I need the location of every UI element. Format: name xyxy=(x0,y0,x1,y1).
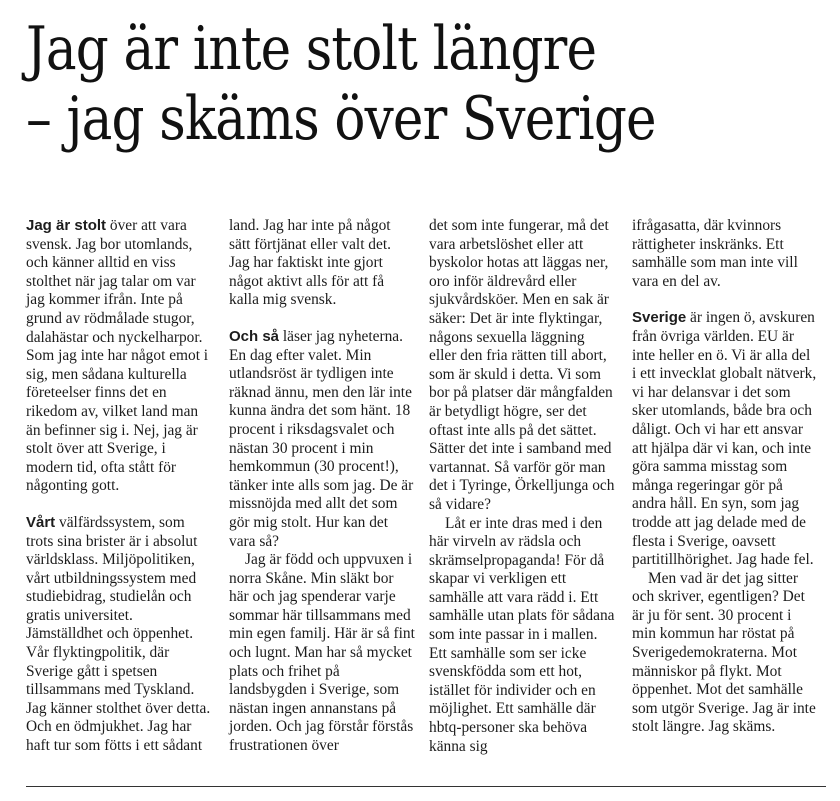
paragraph-text: land. Jag har inte på något sätt förtjänat eller valt det. Jag har faktiskt inte gjort något aktivt alls för att få kalla mig svensk. xyxy=(229,217,391,309)
lead-in: Sverige xyxy=(632,309,687,327)
paragraph-text: över att vara svensk. Jag bor utomlands, och känner alltid en viss stolthet när jag talar om var jag kommer ifrån. Inte på grund av rödmålade stugor, dalahästar och nyckelharpor. Som jag inte har något emot i sig, men sådana kulturella företeelser finns det en rikedom av, vilket land man än befinner sig i. Nej, jag är stolt över att Sverige, i modern tid, ofta stått för någonting gott. xyxy=(26,217,209,495)
paragraph xyxy=(429,217,615,515)
bottom-rule xyxy=(26,786,826,787)
headline xyxy=(26,14,714,154)
paragraph xyxy=(229,551,415,756)
paragraph-text: Låt er inte dras med i den här virveln av rädsla och skrämselpropaganda! För då skapar vi verkligen ett samhälle att vara rädd i. Ett samhälle utan plats för sådana som inte passar in i mallen. Ett samhälle som ser icke svenskfödda som ett hot, istället för individer och en möjlighet. Ett samhälle där hbtq-personer ska behöva känna sig xyxy=(429,514,615,755)
paragraph xyxy=(632,217,818,291)
paragraph xyxy=(429,515,615,757)
paragraph-text: Men vad är det jag sitter och skriver, egentligen? Det är ju för sent. 30 procent i min kommun har röstat på Sverigedemokraterna. Mot människor på flykt. Mot öppenhet. Mot det samhälle som utgör Sverige. Jag är inte stolt längre. Jag skäms. xyxy=(632,569,816,736)
paragraph xyxy=(229,217,415,310)
column-2 xyxy=(229,217,415,756)
paragraph-text: ifrågasatta, där kvinnors rättigheter inskränks. Ett samhälle som man inte vill vara en del av. xyxy=(632,217,798,290)
paragraph xyxy=(26,514,212,756)
paragraph xyxy=(26,217,212,496)
paragraph-text: Jag är född och uppvuxen i norra Skåne. Min släkt bor här och jag spenderar varje sommar här tillsammans med min egen familj. Här är så fint och lugnt. Man har så mycket plats och frihet på landsbygden i Sverige, som nästan ingen annanstans på jorden. Och jag förstår förstås frustrationen över xyxy=(229,551,415,755)
paragraph-text: läser jag nyheterna. En dag efter valet. Min utlandsröst är tydligen inte räknad ännu, men den lär inte kunna ändra det som hänt. 18 procent i riksdagsvalet och nästan 30 procent i min hemkommun (30 procent!), tänker inte alls som jag. De är missnöjda med allt det som gör mig stolt. Hur kan det vara så? xyxy=(229,327,414,550)
paragraph xyxy=(229,328,415,551)
paragraph-text: välfärdssystem, som trots sina brister är i absolut världsklass. Miljöpolitiken, vårt utbildningssystem med studiebidrag, studielån och gratis universitet. Jämställdhet och öppenhet. Vår flyktingpolitik, där Sverige gått i spetsen tillsammans med Tyskland. Jag känner stolthet över detta. Och en ödmjukhet. Jag har haft tur som fötts i ett sådant xyxy=(26,513,211,755)
paragraph-text: är ingen ö, avskuren från övriga världen. EU är inte heller en ö. Vi är alla del i ett invecklat globalt nätverk, vi har delansvar i det som sker utomlands, både bra och dåligt. Och vi har ett ansvar att hjälpa där vi kan, och inte göra samma misstag som många regeringar gör på andra håll. En syn, som jag trodde att jag delade med de flesta i Sverige, oavsett partitillhörighet. Jag hade fel. xyxy=(632,309,817,569)
paragraph xyxy=(632,570,818,737)
lead-in: Jag är stolt xyxy=(26,217,107,234)
column-3 xyxy=(429,217,615,756)
paragraph xyxy=(632,309,818,569)
lead-in: Vårt xyxy=(26,513,56,531)
column-1 xyxy=(26,217,212,756)
paragraph-text: det som inte fungerar, må det vara arbetslöshet eller att byskolor hotas att läggas ner, oro inför äldrevård eller sjukvårdsköer. Men en sak är säker: Det är inte flyktingar, någons sexuella läggning eller den fria rätten till abort, som är skuld i detta. Vi som bor på platser där mångfalden är betydligt högre, ser det oftast inte alls på det sättet. Sätter det inte i samband med vartannat. Så varför gör man det i Tyringe, Örkelljunga och så vidare? xyxy=(429,217,615,513)
column-4 xyxy=(632,217,818,737)
lead-in: Och så xyxy=(229,327,280,345)
headline-line-2: – jag skäms över Sverige xyxy=(26,84,656,154)
headline-line-1: Jag är inte stolt längre xyxy=(26,14,597,84)
